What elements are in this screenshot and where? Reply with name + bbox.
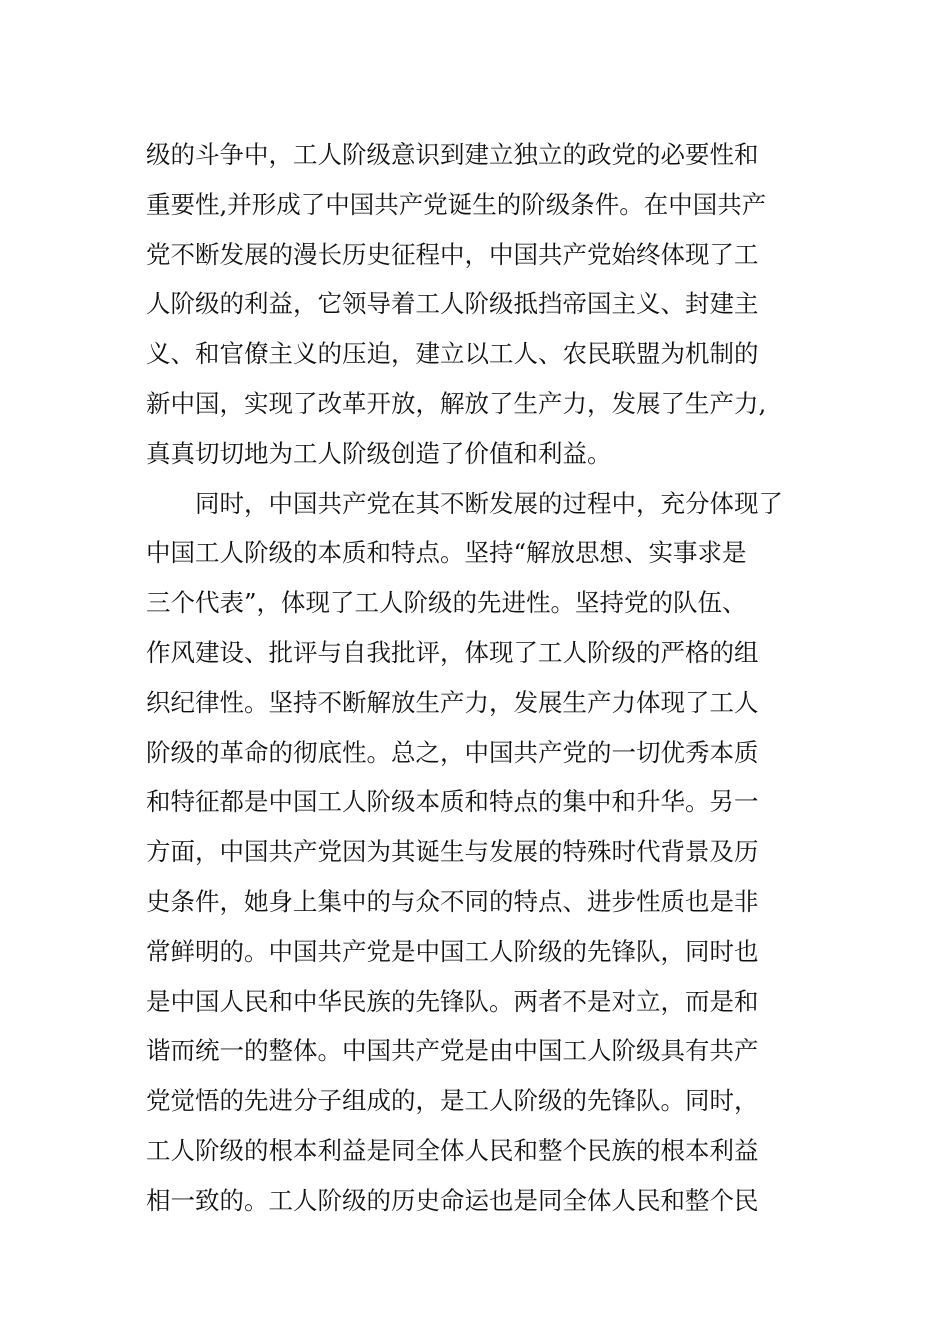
text-line: 同时，中国共产党在其不断发展的过程中，充分体现了	[146, 488, 783, 518]
text-line: 阶级的革命的彻底性。总之，中国共产党的一切优秀本质	[146, 737, 759, 767]
body-text	[146, 130, 811, 1226]
text-line: 人阶级的利益，它领导着工人阶级抵挡帝国主义、封建主	[146, 289, 759, 319]
text-line: 织纪律性。坚持不断解放生产力，发展生产力体现了工人	[146, 687, 759, 717]
text-line: 党觉悟的先进分子组成的，是工人阶级的先锋队。同时，	[146, 1086, 759, 1116]
text-line: 党不断发展的漫长历史征程中，中国共产党始终体现了工	[146, 239, 759, 269]
text-line: 工人阶级的根本利益是同全体人民和整个民族的根本利益	[146, 1135, 759, 1165]
text-line: 相一致的。工人阶级的历史命运也是同全体人民和整个民	[146, 1185, 759, 1215]
text-line: 谐而统一的整体。中国共产党是由中国工人阶级具有共产	[146, 1036, 759, 1066]
text-line: 和特征都是中国工人阶级本质和特点的集中和升华。另一	[146, 787, 759, 817]
text-line: 常鲜明的。中国共产党是中国工人阶级的先锋队，同时也	[146, 936, 759, 966]
text-line: 真真切切地为工人阶级创造了价值和利益。	[146, 438, 612, 468]
text-line: 史条件，她身上集中的与众不同的特点、进步性质也是非	[146, 886, 759, 916]
text-line: 作风建设、批评与自我批评，体现了工人阶级的严格的组	[146, 637, 759, 667]
text-line: 中国工人阶级的本质和特点。坚持“解放思想、实事求是	[146, 538, 747, 568]
text-line: 级的斗争中，工人阶级意识到建立独立的政党的必要性和	[146, 140, 759, 169]
text-line: 新中国，实现了改革开放，解放了生产力，发展了生产力,	[146, 388, 767, 418]
text-line: 方面，中国共产党因为其诞生与发展的特殊时代背景及历	[146, 837, 759, 867]
text-line: 三个代表”，体现了工人阶级的先进性。坚持党的队伍、	[146, 588, 747, 618]
text-line: 义、和官僚主义的压迫，建立以工人、农民联盟为机制的	[146, 339, 759, 369]
text-line: 重要性,并形成了中国共产党诞生的阶级条件。在中国共产	[146, 189, 767, 219]
text-line: 是中国人民和中华民族的先锋队。两者不是对立，而是和	[146, 986, 759, 1016]
